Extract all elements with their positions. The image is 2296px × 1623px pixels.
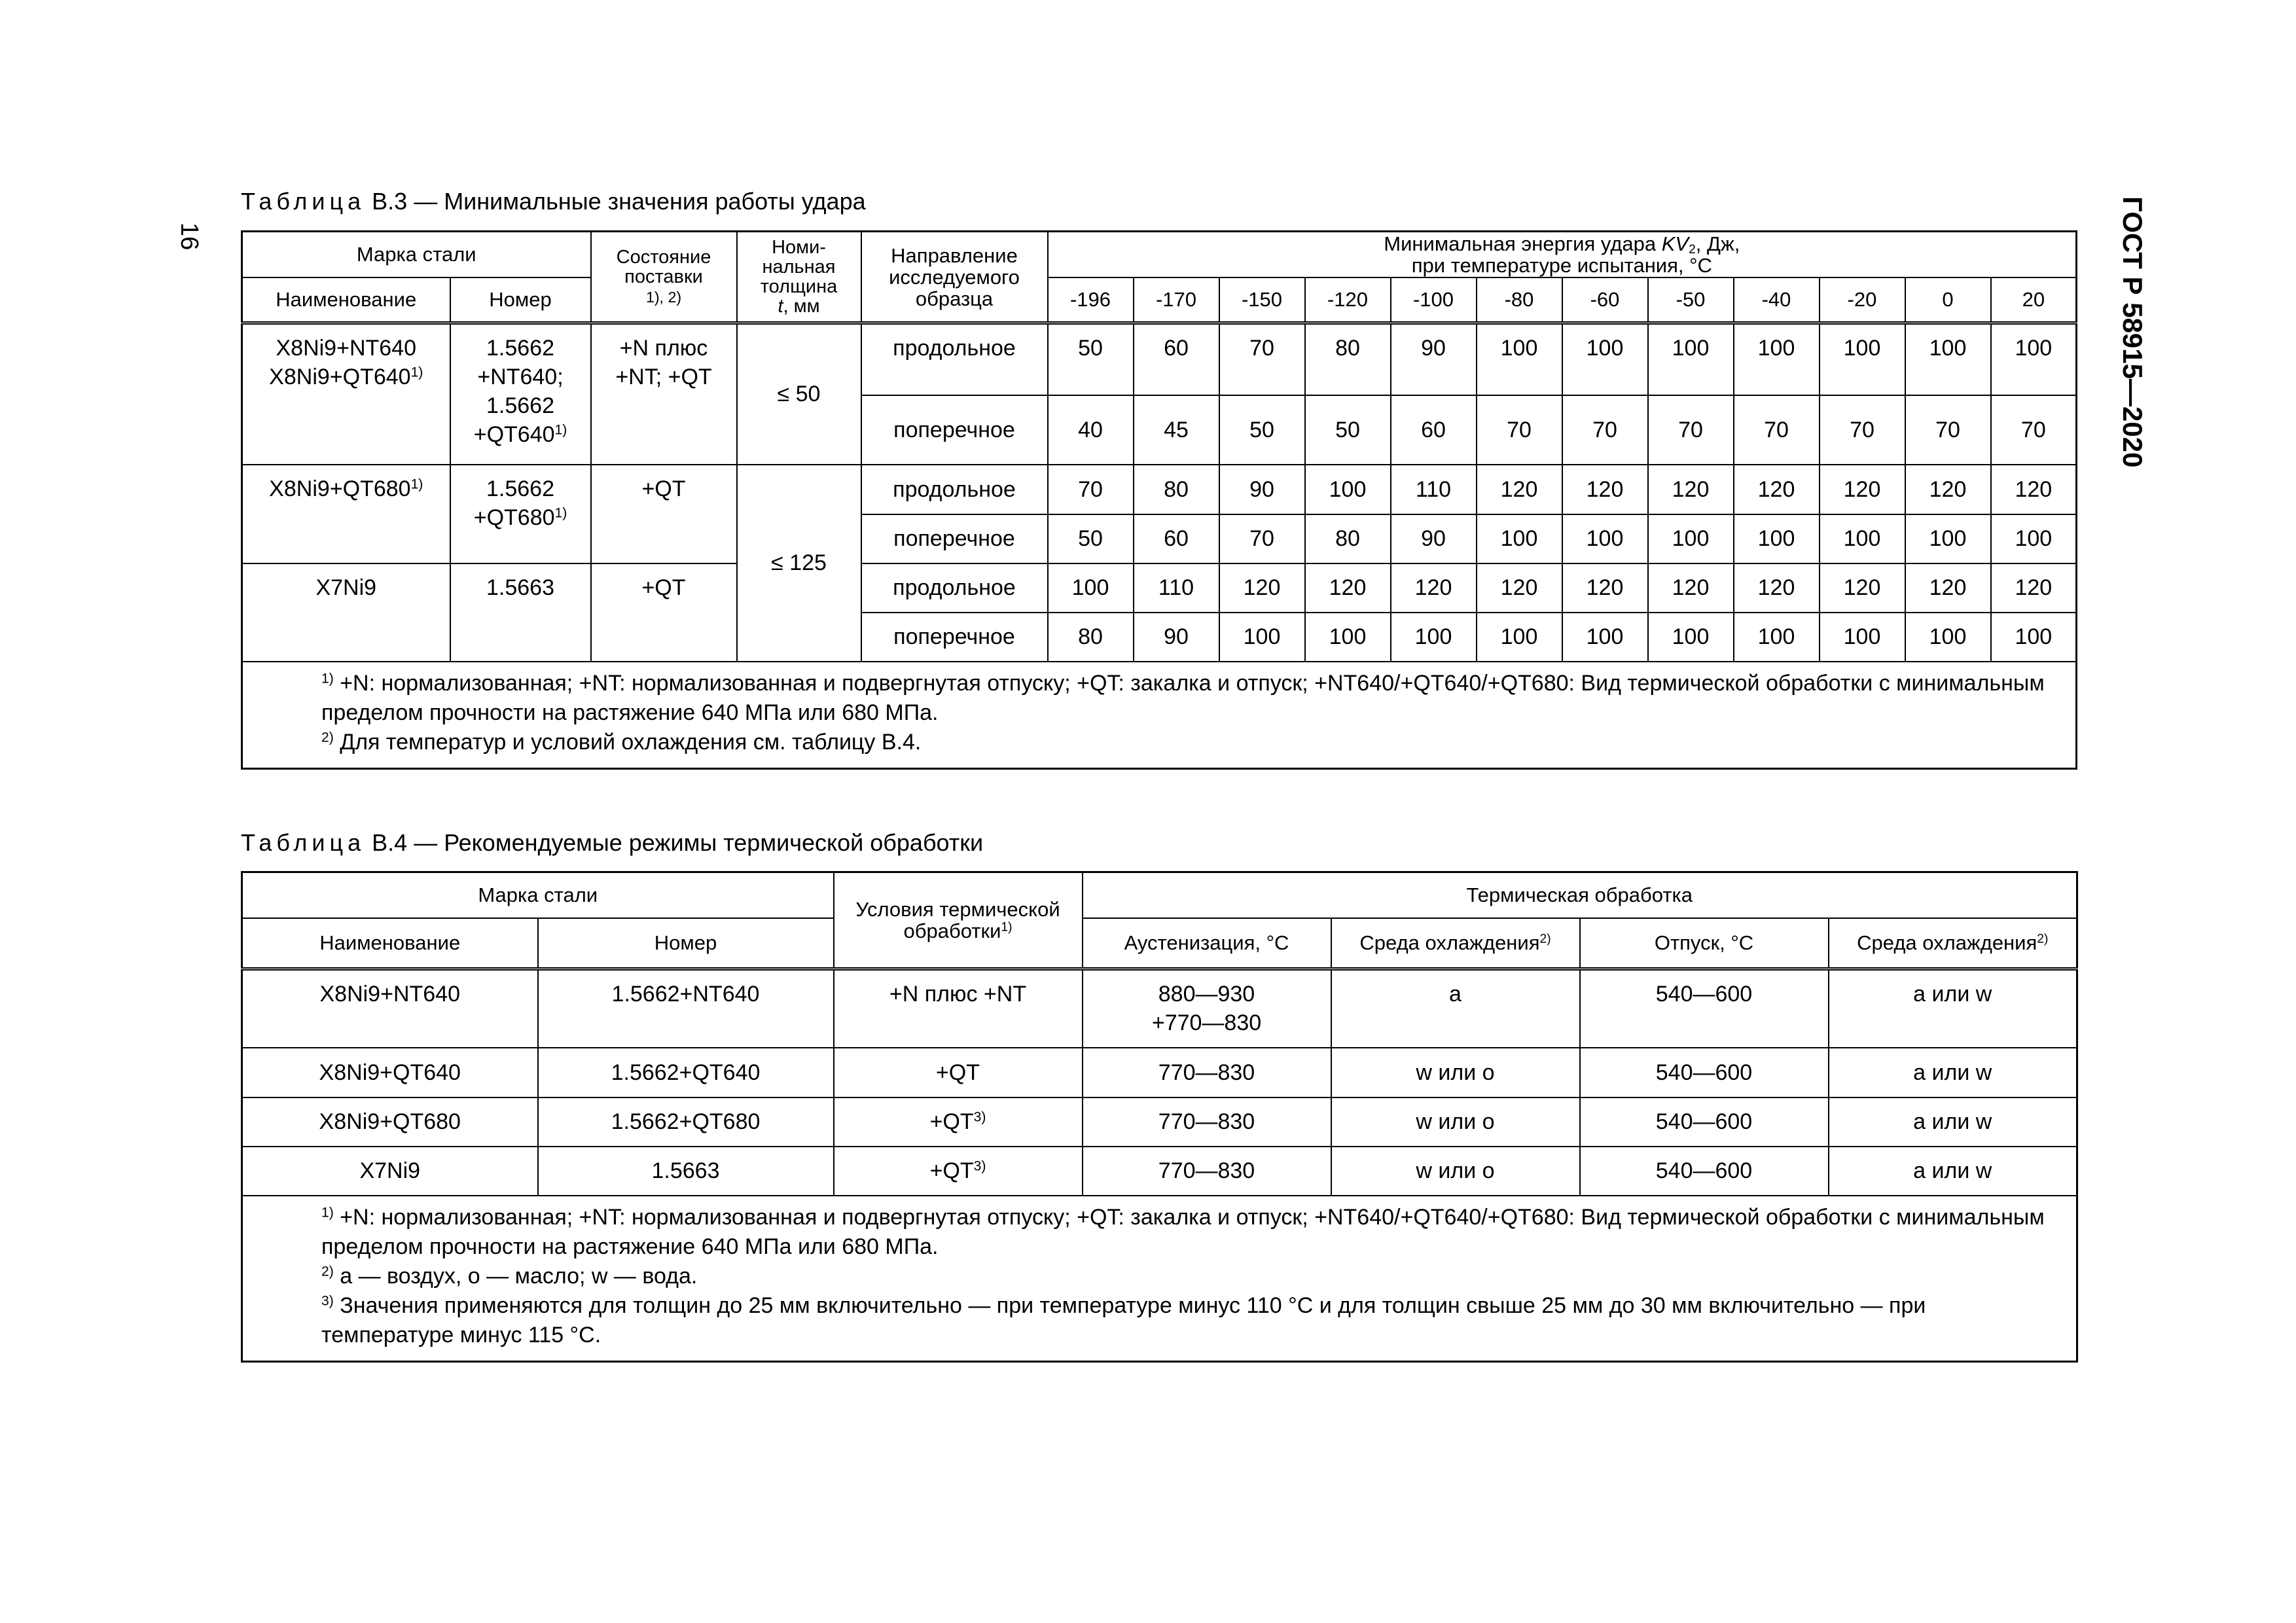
header-thickness-unit: , мм	[783, 296, 820, 317]
temp-header: -120	[1305, 277, 1391, 323]
header-name: Наименование	[242, 277, 450, 323]
energy-value: 60	[1134, 323, 1219, 395]
header-thickness-l2: нальная	[762, 257, 836, 277]
energy-value: 120	[1219, 563, 1305, 613]
cooling-medium: a или w	[1829, 1147, 2077, 1196]
energy-value: 60	[1134, 514, 1219, 563]
temp-header: -60	[1562, 277, 1648, 323]
direction: поперечное	[861, 514, 1048, 563]
treatment-conditions	[834, 969, 1083, 1048]
delivery-state-l1: +N плюс	[619, 336, 708, 361]
steel-number: 1.5662+QT640	[538, 1048, 834, 1097]
energy-value: 100	[1820, 514, 1905, 563]
table-row	[242, 465, 2077, 514]
table-b3-caption-prefix: Таблица	[241, 188, 366, 215]
header-cooling-2-text: Среда охлаждения	[1857, 931, 2037, 955]
energy-value: 100	[1905, 613, 1991, 662]
cooling-medium: w или o	[1331, 1048, 1580, 1097]
energy-value: 60	[1391, 395, 1477, 465]
energy-value: 100	[1648, 323, 1734, 395]
steel-name-l2: X8Ni9+QT640	[269, 365, 411, 389]
page-number: 16	[175, 223, 203, 251]
footnote-mark: 2)	[321, 729, 334, 745]
table-row	[242, 1147, 2077, 1196]
temp-header: -50	[1648, 277, 1734, 323]
table-b3-caption	[241, 188, 866, 215]
direction: продольное	[861, 323, 1048, 395]
cooling-medium: w или o	[1331, 1097, 1580, 1147]
table-row	[242, 1048, 2077, 1097]
table-b4-caption	[241, 829, 983, 857]
temp-header: -196	[1048, 277, 1134, 323]
temp-header: 0	[1905, 277, 1991, 323]
energy-value: 70	[1048, 465, 1134, 514]
table-b3-notes	[242, 662, 2077, 769]
header-number: Номер	[538, 918, 834, 969]
energy-value: 120	[1820, 563, 1905, 613]
temp-header: -80	[1477, 277, 1562, 323]
austenitization	[1083, 969, 1331, 1048]
energy-value: 120	[1734, 563, 1820, 613]
energy-value: 100	[1305, 613, 1391, 662]
table-b4-caption-prefix: Таблица	[241, 829, 366, 856]
energy-value: 70	[1219, 514, 1305, 563]
footnote-ref: 2)	[2037, 932, 2049, 946]
header-thickness	[737, 232, 861, 323]
austenitization: 770—830	[1083, 1097, 1331, 1147]
header-austenitization: Аустенизация, °C	[1083, 918, 1331, 969]
treatment-conditions-text: +N плюс +NT	[889, 982, 1027, 1007]
steel-number: 1.5662+NT640	[538, 969, 834, 1048]
energy-value: 120	[1905, 563, 1991, 613]
steel-name: X8Ni9+NT640	[242, 969, 538, 1048]
footnote-ref: 1)	[554, 422, 567, 438]
footnote-text: +N: нормализованная; +NT: нормализованная и подвергнутая отпуску; +QT: закалка и отпуск; +NT640/+QT640/+QT680: Вид термической обработки с минимальным пределом прочности на растяжение 640 МПа или 680 МПа.	[321, 1204, 2045, 1259]
energy-value: 90	[1134, 613, 1219, 662]
footnote-mark: 1)	[321, 670, 334, 686]
energy-value: 100	[1905, 514, 1991, 563]
footnote-ref: 3)	[973, 1158, 986, 1174]
footnote	[256, 669, 2062, 728]
table-row	[242, 563, 2077, 613]
tempering: 540—600	[1580, 1097, 1829, 1147]
temp-header: -150	[1219, 277, 1305, 323]
energy-value: 100	[1562, 514, 1648, 563]
footnote	[256, 1262, 2063, 1291]
energy-value: 70	[1562, 395, 1648, 465]
header-thickness-symbol: t	[778, 296, 783, 317]
header-conditions	[834, 872, 1083, 969]
header-cooling-1-text: Среда охлаждения	[1359, 931, 1540, 955]
energy-value: 100	[1734, 323, 1820, 395]
header-energy-l1: Минимальная энергия удара	[1384, 232, 1662, 255]
energy-value: 120	[1391, 563, 1477, 613]
cooling-medium: w или o	[1331, 1147, 1580, 1196]
energy-value: 110	[1134, 563, 1219, 613]
header-energy-l2: при температуре испытания, °C	[1411, 253, 1712, 277]
austenitization: 770—830	[1083, 1147, 1331, 1196]
standard-designation: ГОСТ Р 58915—2020	[2117, 196, 2148, 468]
tempering: 540—600	[1580, 969, 1829, 1048]
energy-value: 120	[1648, 465, 1734, 514]
energy-value: 100	[1648, 613, 1734, 662]
steel-name: X8Ni9+QT640	[242, 1048, 538, 1097]
energy-value: 110	[1391, 465, 1477, 514]
footnote-ref: 1)	[554, 505, 567, 520]
energy-value: 100	[1820, 613, 1905, 662]
footnote-ref: 2)	[1539, 932, 1551, 946]
header-direction: Направление исследуемого образца	[861, 232, 1048, 323]
header-conditions-text: Условия термической обработки	[855, 898, 1060, 942]
steel-number-l3: 1.5662	[486, 393, 554, 418]
delivery-state: +QT	[591, 563, 737, 662]
energy-value: 70	[1905, 395, 1991, 465]
energy-value: 100	[1477, 613, 1562, 662]
header-tempering: Отпуск, °C	[1580, 918, 1829, 969]
energy-value: 100	[1562, 323, 1648, 395]
energy-value: 70	[1820, 395, 1905, 465]
steel-number: 1.5663	[538, 1147, 834, 1196]
energy-value: 80	[1305, 323, 1391, 395]
steel-number: 1.5662+QT680	[538, 1097, 834, 1147]
steel-name	[242, 465, 450, 563]
table-row	[242, 323, 2077, 395]
header-cooling-2	[1829, 918, 2077, 969]
footnote-ref: 1)	[410, 365, 423, 380]
header-delivery-state	[591, 232, 737, 323]
steel-name-l1: X8Ni9+QT680	[269, 476, 411, 501]
steel-number-l1: 1.5662	[486, 336, 554, 361]
nominal-thickness: ≤ 50	[737, 323, 861, 465]
footnote-ref: 3)	[973, 1109, 986, 1125]
energy-value: 120	[1905, 465, 1991, 514]
header-delivery-state-text: Состояние поставки	[616, 246, 711, 287]
steel-name-l1: X8Ni9+NT640	[276, 336, 416, 361]
cooling-medium: a или w	[1829, 1097, 2077, 1147]
energy-value: 90	[1219, 465, 1305, 514]
header-thickness-l3: толщина	[760, 276, 838, 297]
footnote-mark: 2)	[321, 1263, 334, 1279]
footnote	[256, 1291, 2063, 1350]
energy-value: 100	[1648, 514, 1734, 563]
energy-value: 90	[1391, 514, 1477, 563]
energy-value: 100	[1477, 514, 1562, 563]
footnote-text: Для температур и условий охлаждения см. таблицу В.4.	[333, 729, 922, 755]
energy-value: 70	[1734, 395, 1820, 465]
header-cooling-1	[1331, 918, 1580, 969]
direction: продольное	[861, 465, 1048, 514]
footnote-ref: 1)	[1001, 920, 1013, 935]
energy-value: 120	[1562, 465, 1648, 514]
energy-value: 50	[1048, 323, 1134, 395]
footnote-text: Значения применяются для толщин до 25 мм включительно — при температуре минус 110 °C и для толщин свыше 25 мм до 30 мм включительно — при температуре минус 115 °C.	[321, 1293, 1926, 1347]
energy-value: 120	[1991, 465, 2077, 514]
header-energy	[1048, 232, 2077, 277]
footnote-text: +N: нормализованная; +NT: нормализованная и подвергнутая отпуску; +QT: закалка и отпуск; +NT640/+QT640/+QT680: Вид термической обработки с минимальным пределом прочности на растяжение 640 МПа или 680 МПа.	[321, 670, 2045, 725]
steel-name: X7Ni9	[242, 563, 450, 662]
header-energy-kv: KV	[1661, 232, 1689, 255]
temp-header: -40	[1734, 277, 1820, 323]
steel-number-l2: +QT680	[473, 505, 555, 530]
steel-number-l4: +QT640	[473, 422, 555, 447]
delivery-state	[591, 323, 737, 465]
steel-number	[450, 323, 591, 465]
header-delivery-state-sup: 1), 2)	[645, 288, 682, 306]
energy-value: 70	[1219, 323, 1305, 395]
energy-value: 80	[1305, 514, 1391, 563]
footnote	[256, 1203, 2063, 1262]
energy-value: 100	[1820, 323, 1905, 395]
cooling-medium: a или w	[1829, 969, 2077, 1048]
treatment-conditions-text: +QT	[935, 1060, 980, 1085]
energy-value: 120	[1991, 563, 2077, 613]
header-thickness-l1: Номи-	[772, 237, 826, 258]
direction: продольное	[861, 563, 1048, 613]
treatment-conditions-text: +QT	[929, 1109, 974, 1134]
energy-value: 100	[1905, 323, 1991, 395]
austenitization-l1: 880—930	[1158, 982, 1255, 1007]
table-b4-caption-text: В.4 — Рекомендуемые режимы термической обработки	[365, 829, 984, 856]
energy-value: 70	[1648, 395, 1734, 465]
header-name: Наименование	[242, 918, 538, 969]
table-b4	[241, 871, 2078, 1363]
table-row	[242, 969, 2077, 1048]
energy-value: 100	[1391, 613, 1477, 662]
table-b4-notes	[242, 1196, 2077, 1362]
footnote-text: a — воздух, o — масло; w — вода.	[333, 1263, 698, 1289]
energy-value: 80	[1134, 465, 1219, 514]
nominal-thickness: ≤ 125	[737, 465, 861, 662]
steel-number-l2: +NT640;	[477, 365, 564, 389]
temp-header: -20	[1820, 277, 1905, 323]
energy-value: 120	[1562, 563, 1648, 613]
energy-value: 100	[1991, 323, 2077, 395]
temp-header: -100	[1391, 277, 1477, 323]
energy-value: 70	[1477, 395, 1562, 465]
energy-value: 70	[1991, 395, 2077, 465]
footnote-ref: 1)	[410, 476, 423, 491]
treatment-conditions	[834, 1048, 1083, 1097]
steel-number-l1: 1.5662	[486, 476, 554, 501]
treatment-conditions	[834, 1097, 1083, 1147]
header-grade: Марка стали	[242, 232, 591, 277]
treatment-conditions	[834, 1147, 1083, 1196]
footnote	[256, 728, 2062, 757]
header-grade: Марка стали	[242, 872, 834, 918]
energy-value: 120	[1820, 465, 1905, 514]
energy-value: 40	[1048, 395, 1134, 465]
energy-value: 50	[1305, 395, 1391, 465]
energy-value: 120	[1648, 563, 1734, 613]
energy-value: 90	[1391, 323, 1477, 395]
direction: поперечное	[861, 613, 1048, 662]
energy-value: 100	[1305, 465, 1391, 514]
energy-value: 100	[1477, 323, 1562, 395]
energy-value: 45	[1134, 395, 1219, 465]
cooling-medium: a или w	[1829, 1048, 2077, 1097]
footnote-mark: 1)	[321, 1204, 334, 1220]
delivery-state-l2: +NT; +QT	[615, 365, 712, 389]
tempering: 540—600	[1580, 1048, 1829, 1097]
austenitization: 770—830	[1083, 1048, 1331, 1097]
energy-value: 100	[1048, 563, 1134, 613]
energy-value: 50	[1219, 395, 1305, 465]
energy-value: 120	[1305, 563, 1391, 613]
delivery-state: +QT	[591, 465, 737, 563]
energy-value: 80	[1048, 613, 1134, 662]
energy-value: 100	[1562, 613, 1648, 662]
header-energy-sub: 2	[1689, 242, 1696, 257]
energy-value: 100	[1219, 613, 1305, 662]
header-energy-unit: , Дж,	[1695, 232, 1740, 255]
energy-value: 100	[1991, 613, 2077, 662]
steel-number	[450, 465, 591, 563]
table-row	[242, 1097, 2077, 1147]
energy-value: 120	[1477, 465, 1562, 514]
table-b3-caption-text: В.3 — Минимальные значения работы удара	[365, 188, 866, 215]
energy-value: 120	[1734, 465, 1820, 514]
energy-value: 50	[1048, 514, 1134, 563]
header-heat-treatment: Термическая обработка	[1083, 872, 2077, 918]
energy-value: 100	[1991, 514, 2077, 563]
treatment-conditions-text: +QT	[929, 1158, 974, 1183]
steel-number: 1.5663	[450, 563, 591, 662]
table-b3	[241, 230, 2077, 770]
energy-value: 100	[1734, 613, 1820, 662]
tempering: 540—600	[1580, 1147, 1829, 1196]
temp-header: 20	[1991, 277, 2077, 323]
steel-name: X8Ni9+QT680	[242, 1097, 538, 1147]
steel-name: X7Ni9	[242, 1147, 538, 1196]
cooling-medium: a	[1331, 969, 1580, 1048]
temp-header: -170	[1134, 277, 1219, 323]
energy-value: 120	[1477, 563, 1562, 613]
header-number: Номер	[450, 277, 591, 323]
footnote-mark: 3)	[321, 1293, 334, 1308]
energy-value: 100	[1734, 514, 1820, 563]
direction: поперечное	[861, 395, 1048, 465]
steel-name	[242, 323, 450, 465]
austenitization-l2: +770—830	[1151, 1010, 1262, 1035]
